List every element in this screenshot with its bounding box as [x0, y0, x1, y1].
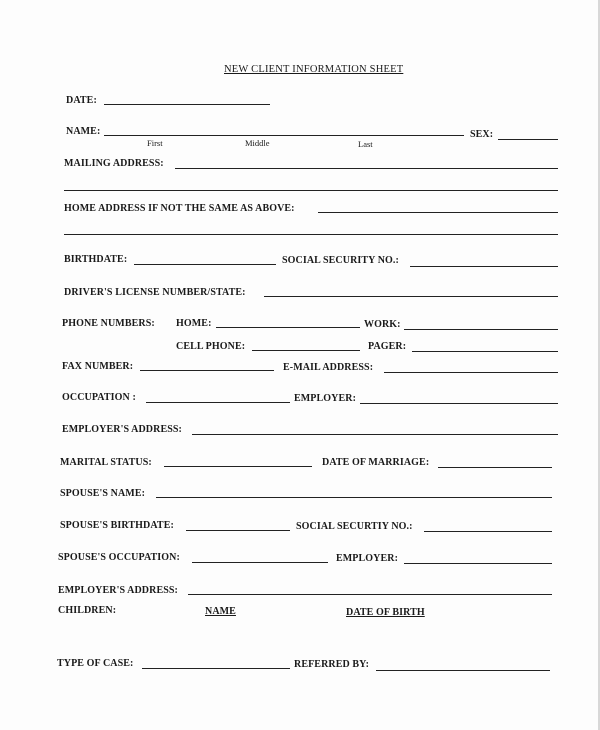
date-of-marriage-field[interactable] [438, 467, 552, 468]
spouse-employer-field[interactable] [404, 563, 552, 564]
phone-numbers-label: PHONE NUMBERS: [62, 318, 155, 329]
license-field[interactable] [264, 296, 558, 297]
children-label: CHILDREN: [58, 605, 117, 616]
ssn-label: SOCIAL SECURITY NO.: [282, 255, 399, 266]
home-phone-field[interactable] [216, 327, 360, 328]
name-last-caption: Last [358, 139, 373, 149]
birthdate-field[interactable] [134, 264, 276, 265]
license-label: DRIVER'S LICENSE NUMBER/STATE: [64, 287, 246, 298]
home-address-label: HOME ADDRESS IF NOT THE SAME AS ABOVE: [64, 203, 295, 214]
referred-by-label: REFERRED BY: [294, 659, 370, 670]
mailing-address-field[interactable] [175, 168, 558, 169]
ssn-field[interactable] [410, 266, 558, 267]
employer-address-label: EMPLOYER'S ADDRESS: [62, 424, 182, 435]
spouse-employer-address-field[interactable] [188, 594, 552, 595]
children-dob-header: DATE OF BIRTH [346, 607, 425, 618]
date-of-marriage-label: DATE OF MARRIAGE: [322, 457, 430, 468]
spouse-occupation-label: SPOUSE'S OCCUPATION: [58, 552, 180, 563]
spouse-birthdate-label: SPOUSE'S BIRTHDATE: [60, 520, 174, 531]
sex-label: SEX: [470, 129, 494, 140]
home-address-field-line2[interactable] [64, 234, 558, 235]
sex-field[interactable] [498, 139, 558, 140]
marital-status-field[interactable] [164, 466, 312, 467]
occupation-label: OCCUPATION : [62, 392, 136, 403]
date-field[interactable] [104, 104, 270, 105]
employer-label: EMPLOYER: [294, 393, 357, 404]
spouse-birthdate-field[interactable] [186, 530, 290, 531]
type-of-case-field[interactable] [142, 668, 290, 669]
home-phone-label: HOME: [176, 318, 212, 329]
cell-phone-label: CELL PHONE: [176, 341, 246, 352]
name-label: NAME: [66, 126, 101, 137]
spouse-employer-label: EMPLOYER: [336, 553, 399, 564]
marital-status-label: MARITAL STATUS: [60, 457, 152, 468]
fax-label: FAX NUMBER: [62, 361, 134, 372]
occupation-field[interactable] [146, 402, 290, 403]
employer-address-field[interactable] [192, 434, 558, 435]
spouse-ssn-field[interactable] [424, 531, 552, 532]
email-label: E-MAIL ADDRESS: [283, 362, 374, 373]
spouse-name-field[interactable] [156, 497, 552, 498]
children-name-header: NAME [205, 606, 236, 617]
name-field[interactable] [104, 135, 464, 136]
home-address-field[interactable] [318, 212, 558, 213]
mailing-address-field-line2[interactable] [64, 190, 558, 191]
birthdate-label: BIRTHDATE: [64, 254, 128, 265]
employer-field[interactable] [360, 403, 558, 404]
date-label: DATE: [66, 95, 97, 106]
mailing-address-label: MAILING ADDRESS: [64, 158, 164, 169]
spouse-ssn-label: SOCIAL SECURTIY NO.: [296, 521, 413, 532]
pager-field[interactable] [412, 351, 558, 352]
spouse-employer-address-label: EMPLOYER'S ADDRESS: [58, 585, 178, 596]
type-of-case-label: TYPE OF CASE: [57, 658, 134, 669]
pager-label: PAGER: [368, 341, 407, 352]
cell-phone-field[interactable] [252, 350, 360, 351]
name-middle-caption: Middle [245, 138, 270, 148]
fax-field[interactable] [140, 370, 274, 371]
referred-by-field[interactable] [376, 670, 550, 671]
work-phone-field[interactable] [404, 329, 558, 330]
work-phone-label: WORK: [364, 319, 401, 330]
name-first-caption: First [147, 138, 163, 148]
spouse-occupation-field[interactable] [192, 562, 328, 563]
form-title: NEW CLIENT INFORMATION SHEET [224, 64, 404, 75]
email-field[interactable] [384, 372, 558, 373]
spouse-name-label: SPOUSE'S NAME: [60, 488, 146, 499]
